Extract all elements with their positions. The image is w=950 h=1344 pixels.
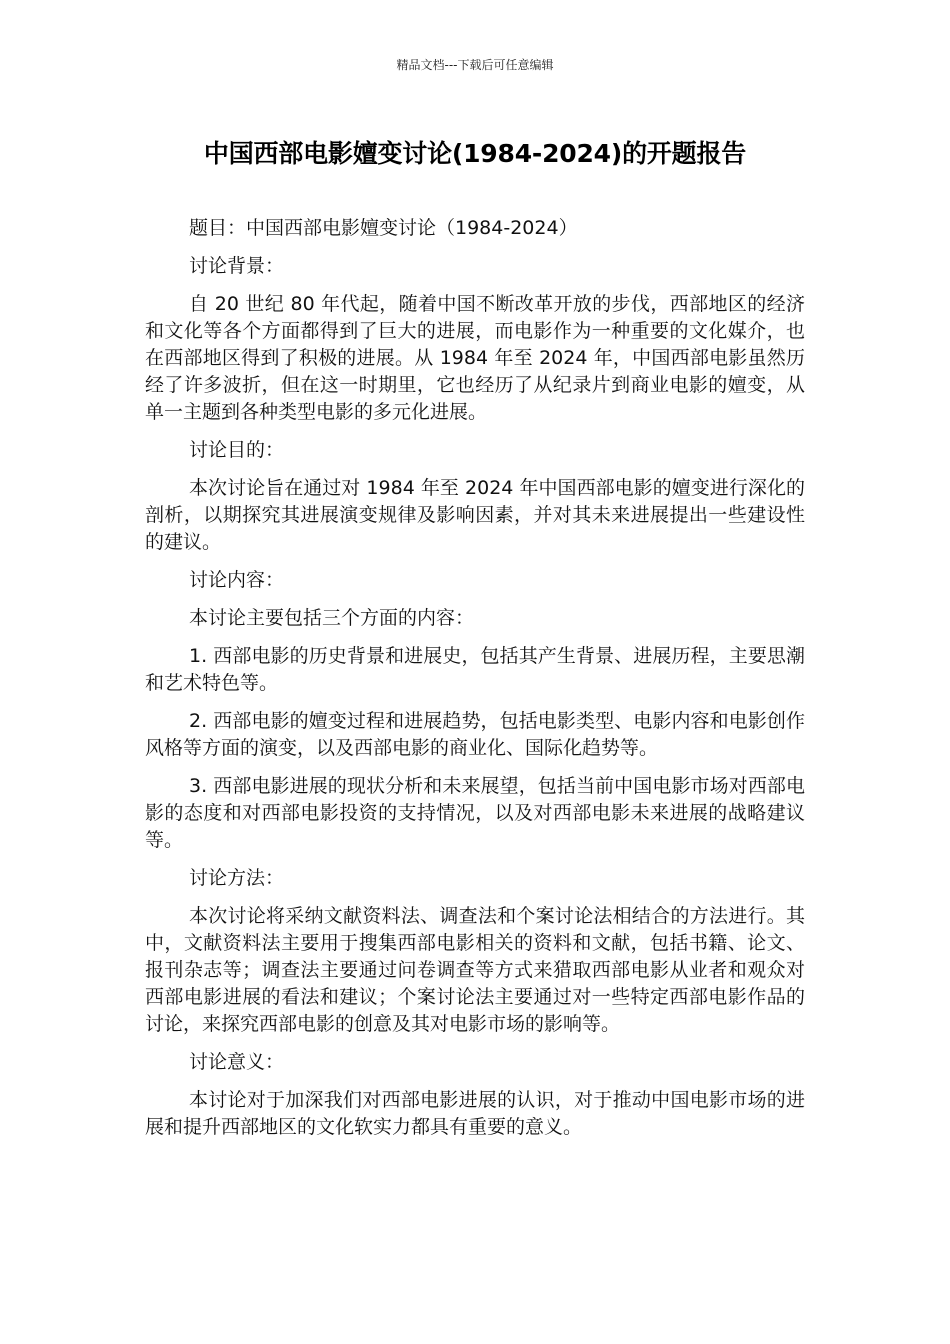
document-body	[145, 215, 805, 1152]
content-item-3: 3. 西部电影进展的现状分析和未来展望，包括当前中国电影市场对西部电影的态度和对西部电影投资的支持情况，以及对西部电影未来进展的战略建议等。	[145, 775, 805, 851]
topic-line: 题目：中国西部电影嬗变讨论（1984-2024）	[189, 217, 578, 239]
content-item-2: 2. 西部电影的嬗变过程和进展趋势，包括电影类型、电影内容和电影创作风格等方面的演变，以及西部电影的商业化、国际化趋势等。	[145, 710, 805, 759]
background-paragraph: 自 20 世纪 80 年代起，随着中国不断改革开放的步伐，西部地区的经济和文化等各个方面都得到了巨大的进展，而电影作为一种重要的文化媒介，也在西部地区得到了积极的进展。从 1984 年至 2024 年，中国西部电影虽然历经了许多波折，但在这一时期里，它也经历了从纪录片到商业电影的嬗变，从单一主题到各种类型电影的多元化进展。	[145, 293, 805, 423]
header-note: 精品文档---下载后可任意编辑	[396, 58, 554, 72]
significance-paragraph: 本讨论对于加深我们对西部电影进展的认识，对于推动中国电影市场的进展和提升西部地区的文化软实力都具有重要的意义。	[145, 1089, 805, 1138]
document-title: 中国西部电影嬗变讨论(1984-2024)的开题报告	[203, 139, 747, 168]
section-heading-content: 讨论内容：	[189, 569, 285, 591]
section-heading-significance: 讨论意义：	[189, 1051, 285, 1073]
content-item-1: 1. 西部电影的历史背景和进展史，包括其产生背景、进展历程，主要思潮和艺术特色等。	[145, 645, 805, 694]
section-heading-method: 讨论方法：	[189, 867, 285, 889]
purpose-paragraph: 本次讨论旨在通过对 1984 年至 2024 年中国西部电影的嬗变进行深化的剖析，以期探究其进展演变规律及影响因素，并对其未来进展提出一些建设性的建议。	[145, 477, 805, 553]
method-paragraph: 本次讨论将采纳文献资料法、调查法和个案讨论法相结合的方法进行。其中，文献资料法主要用于搜集西部电影相关的资料和文献，包括书籍、论文、报刊杂志等；调查法主要通过问卷调查等方式来猎取西部电影从业者和观众对西部电影进展的看法和建议；个案讨论法主要通过对一些特定西部电影作品的讨论，来探究西部电影的创意及其对电影市场的影响等。	[145, 905, 805, 1035]
section-heading-background: 讨论背景：	[189, 255, 285, 277]
content-intro-paragraph: 本讨论主要包括三个方面的内容：	[189, 607, 475, 629]
section-heading-purpose: 讨论目的：	[189, 439, 285, 461]
